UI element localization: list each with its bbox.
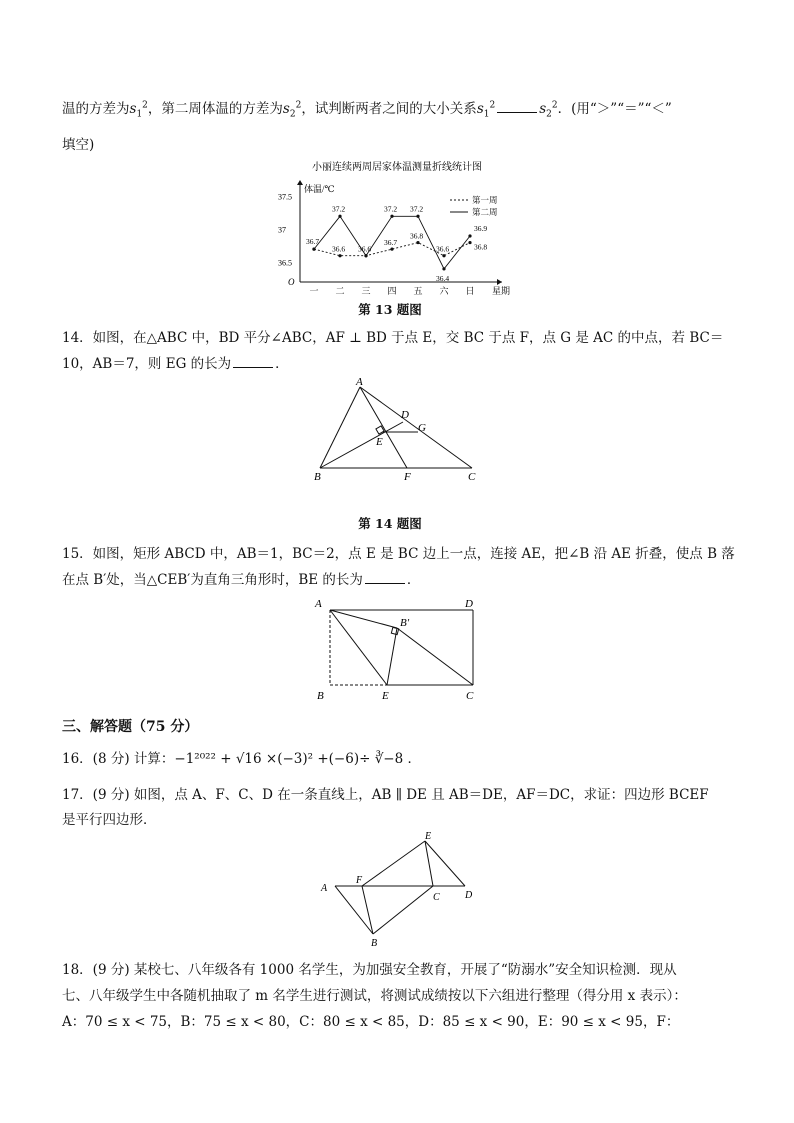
q14-line1: 14．如图，在△ABC 中，BD 平分∠ABC，AF ⊥ BD 于点 E，交 BC 于点 F，点 G 是 AC 的中点，若 BC＝ [62, 330, 724, 346]
data-label: 36.6 [332, 244, 346, 254]
x-tick-label: 三 [361, 286, 371, 296]
y-axis-arrow [297, 180, 303, 185]
x-tick-label: 五 [413, 286, 423, 296]
chart-legend [450, 195, 498, 217]
data-label: 36.7 [306, 237, 320, 247]
q18-line2: 七、八年级学生中各随机抽取了 m 名学生进行测试，将测试成绩按以下六组进行整理（得分用 x 表示）： [62, 988, 687, 1004]
q17-point-d: D [465, 890, 473, 901]
q16-line: 16．(8 分) 计算：−1²⁰²² + √16 ×(−3)² +(−6)÷ ∛−8 ． [62, 751, 421, 767]
data-label: 36.8 [410, 231, 424, 241]
data-label: 37.2 [410, 204, 424, 214]
data-label: 36.8 [474, 242, 488, 252]
q17-point-b: B [371, 938, 378, 949]
q15-line2: 在点 B′处，当△CEB′为直角三角形时，BE 的长为 ． [62, 572, 421, 588]
q14-point-c: C [468, 471, 476, 483]
q15-point-d: D [465, 598, 473, 610]
q14-figure [300, 375, 490, 485]
q15-point-b: B [317, 690, 324, 702]
x-axis-arrow [497, 279, 502, 285]
q14-point-g: G [418, 422, 426, 434]
legend-label: 第二周 [472, 207, 498, 217]
q17-line2: 是平行四边形． [62, 812, 157, 828]
x-axis-label: 星期 [492, 286, 511, 296]
data-point [442, 254, 445, 257]
q15-point-a: A [315, 598, 322, 610]
q15-line1: 15．如图，矩形 ABCD 中，AB＝1，BC＝2，点 E 是 BC 边上一点，连接 AE，把∠B 沿 AE 折叠，使点 B 落 [62, 546, 735, 562]
y-tick-label: 37 [278, 225, 286, 235]
x-tick-label: 一 [309, 286, 319, 296]
q15-point-e: E [382, 690, 389, 702]
data-point [338, 254, 341, 257]
q14-point-e: E [376, 436, 383, 448]
data-label: 36.7 [384, 238, 398, 248]
data-label: 36.6 [436, 244, 450, 254]
chart-series [306, 204, 487, 283]
q14-point-f: F [404, 471, 411, 483]
origin-label: O [288, 277, 295, 287]
legend-label: 第一周 [472, 195, 498, 205]
data-label: 36.9 [474, 224, 488, 233]
q15-figure [305, 595, 485, 705]
q14-caption: 第 14 题图 [358, 516, 422, 531]
data-point [442, 267, 445, 270]
q17-point-a: A [321, 883, 328, 894]
q18-line3: A：70 ≤ x < 75，B：75 ≤ x < 80，C：80 ≤ x < 85，D：85 ≤ x < 90，E：90 ≤ x < 95，F： [62, 1014, 680, 1030]
data-point [338, 215, 341, 218]
q14-point-d: D [401, 409, 409, 421]
chart-title: 小丽连续两周居家体温测量折线统计图 [312, 162, 482, 173]
data-point [416, 215, 419, 218]
y-tick-label: 37.5 [278, 192, 292, 202]
section-heading: 三、解答题（75 分） [62, 719, 199, 735]
data-point [416, 241, 419, 244]
data-point [468, 234, 471, 237]
q15-point-c: C [466, 690, 474, 702]
q17-point-e: E [425, 831, 432, 842]
x-tick-label: 四 [387, 286, 397, 296]
x-tick-label: 六 [439, 286, 449, 296]
x-tick-label: 日 [465, 286, 475, 296]
data-label: 36.6 [358, 244, 372, 254]
y-tick-label: 36.5 [278, 258, 292, 268]
q17-line1: 17．(9 分) 如图，点 A、F、C、D 在一条直线上，AB ∥ DE 且 AB＝DE，AF＝DC，求证：四边形 BCEF [62, 787, 709, 803]
x-tick-label: 二 [335, 286, 345, 296]
q13-caption: 第 13 题图 [358, 302, 422, 317]
q18-line1: 18．(9 分) 某校七、八年级各有 1000 名学生，为加强安全教育，开展了“防溺水”安全知识检测．现从 [62, 962, 677, 978]
q14-point-b: B [314, 471, 321, 483]
data-label: 37.2 [332, 204, 346, 214]
q17-point-c: C [433, 892, 440, 903]
q13-line1: 温的方差为$s_1^2$，第二周体温的方差为$s_2^2$，试判断两者之间的大小关系$s_1^2$ $s_2^2$．(用“＞”“＝”“＜” [62, 100, 672, 120]
temperature-line-chart [262, 158, 522, 298]
data-point [390, 248, 393, 251]
q13-line2: 填空) [62, 137, 95, 153]
q14-line2: 10，AB＝7，则 EG 的长为 ． [62, 356, 289, 372]
q15-point-b-prime: B′ [400, 617, 410, 629]
data-point [468, 241, 471, 244]
data-point [364, 254, 367, 257]
q17-point-f: F [356, 875, 363, 886]
q14-point-a: A [356, 376, 363, 388]
data-point [312, 248, 315, 251]
data-label: 37.2 [384, 204, 398, 214]
data-point [390, 215, 393, 218]
y-axis-label: 体温/℃ [304, 184, 335, 194]
data-label: 36.4 [436, 273, 450, 283]
q17-figure [315, 828, 485, 950]
